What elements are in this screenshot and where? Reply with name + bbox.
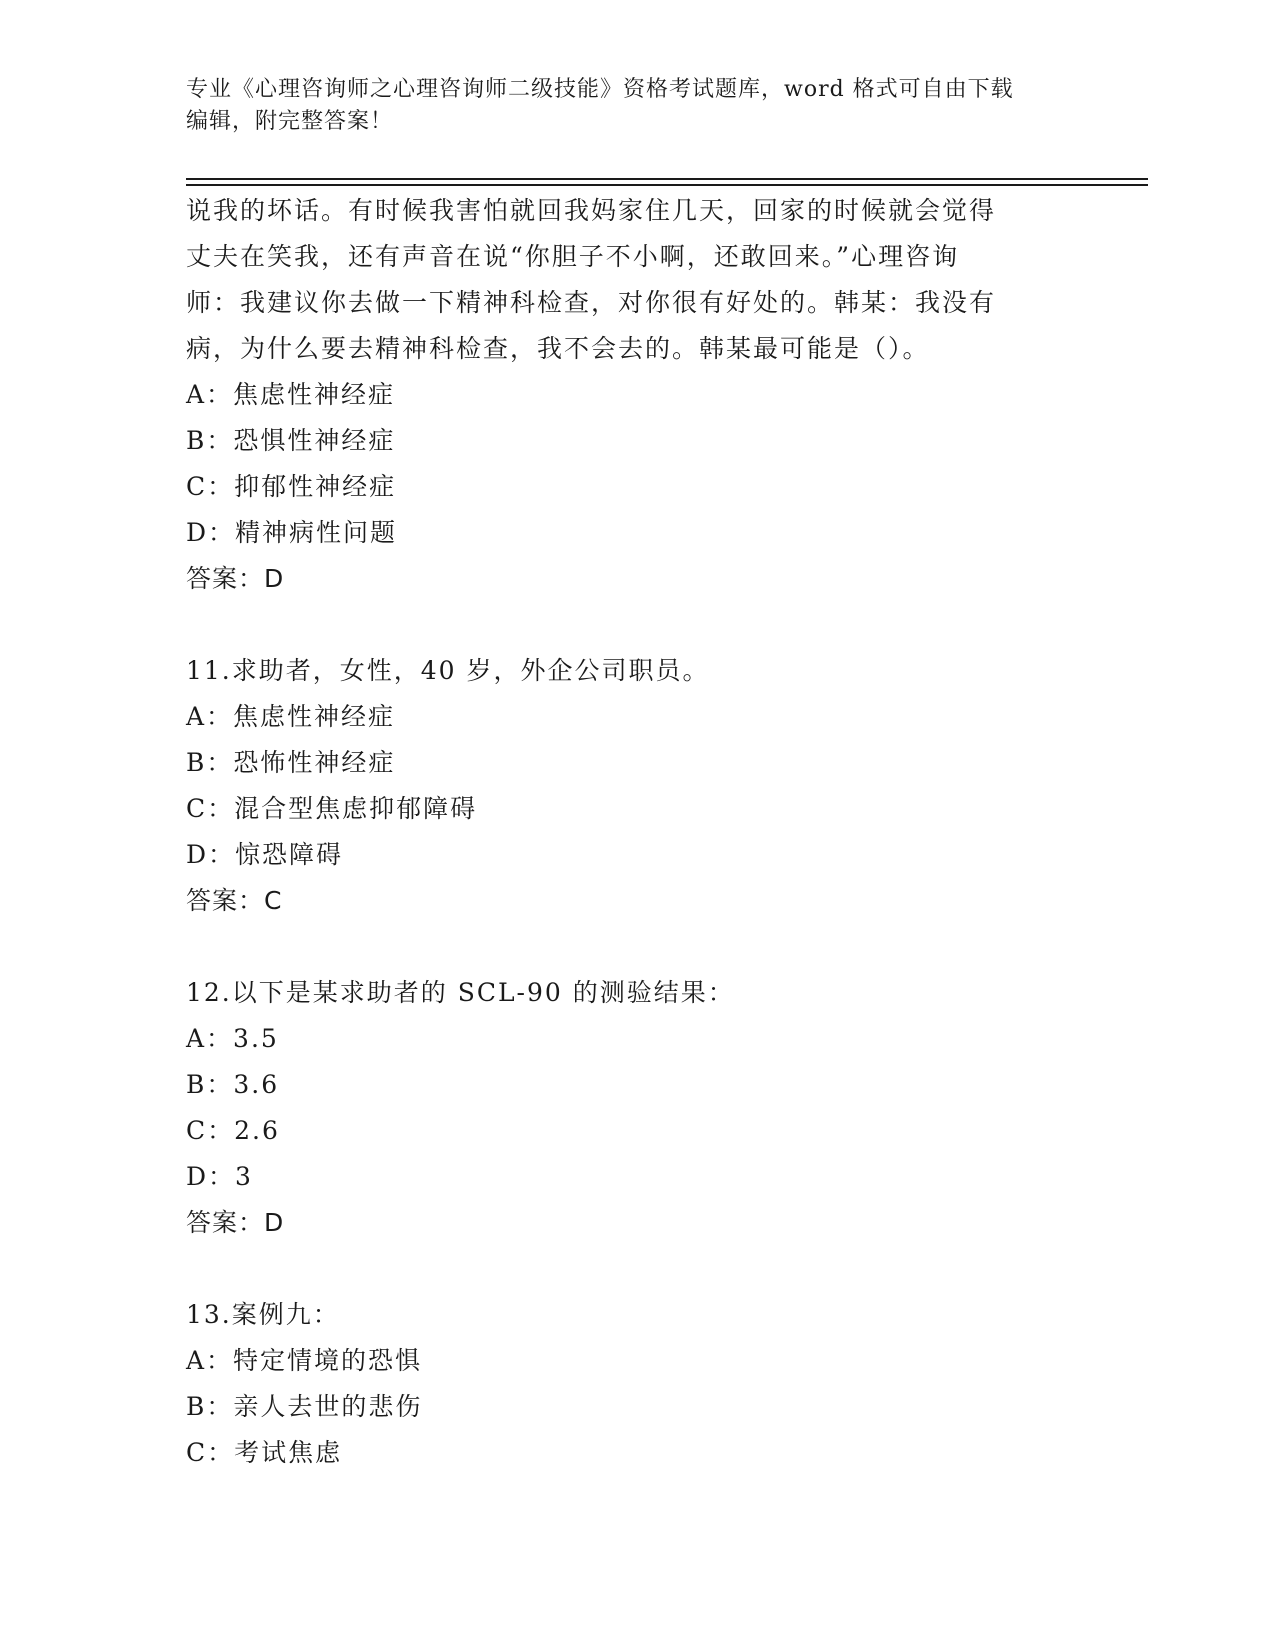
option-a: A：特定情境的恐惧 <box>186 1346 423 1375</box>
question-text-line: 师：我建议你去做一下精神科检查，对你很有好处的。韩某：我没有 <box>186 288 997 317</box>
question-13 <box>186 1292 1066 1476</box>
option-c: C：混合型焦虑抑郁障碍 <box>186 794 478 823</box>
option-d: D：惊恐障碍 <box>186 840 344 869</box>
option-d: D：精神病性问题 <box>186 518 398 547</box>
answer: 答案：C <box>186 886 283 915</box>
option-c: C：抑郁性神经症 <box>186 472 397 501</box>
option-a: A：3.5 <box>186 1024 279 1053</box>
question-stem: 13.案例九： <box>186 1300 340 1329</box>
option-c: C：考试焦虑 <box>186 1438 343 1467</box>
header-line-2: 编辑，附完整答案！ <box>186 109 394 134</box>
option-a: A：焦虑性神经症 <box>186 702 396 731</box>
option-b: B：3.6 <box>186 1070 280 1099</box>
option-b: B：亲人去世的悲伤 <box>186 1392 423 1421</box>
spacer <box>186 602 1066 648</box>
question-stem: 12.以下是某求助者的 SCL-90 的测验结果： <box>186 978 735 1007</box>
question-11 <box>186 648 1066 924</box>
question-text-line: 说我的坏话。有时候我害怕就回我妈家住几天，回家的时候就会觉得 <box>186 196 997 225</box>
option-c: C：2.6 <box>186 1116 280 1145</box>
header-rule-bottom <box>186 184 1148 186</box>
spacer <box>186 1246 1066 1292</box>
question-text-line: 病，为什么要去精神科检查，我不会去的。韩某最可能是（）。 <box>186 334 930 363</box>
spacer <box>186 924 1066 970</box>
question-text-line: 丈夫在笑我，还有声音在说“你胆子不小啊，还敢回来。”心理咨询 <box>186 242 960 271</box>
option-d: D：3 <box>186 1162 253 1191</box>
answer: 答案：D <box>186 564 285 593</box>
option-b: B：恐怖性神经症 <box>186 748 396 777</box>
document-header <box>186 74 1066 138</box>
option-b: B：恐惧性神经症 <box>186 426 396 455</box>
header-line-1: 专业《心理咨询师之心理咨询师二级技能》资格考试题库，word 格式可自由下载 <box>186 77 1014 102</box>
header-rule-top <box>186 178 1148 180</box>
question-12 <box>186 970 1066 1246</box>
answer: 答案：D <box>186 1208 285 1237</box>
question-10 <box>186 188 1066 602</box>
question-content <box>186 188 1066 1476</box>
question-stem: 11.求助者，女性，40 岁，外企公司职员。 <box>186 656 710 685</box>
option-a: A：焦虑性神经症 <box>186 380 396 409</box>
